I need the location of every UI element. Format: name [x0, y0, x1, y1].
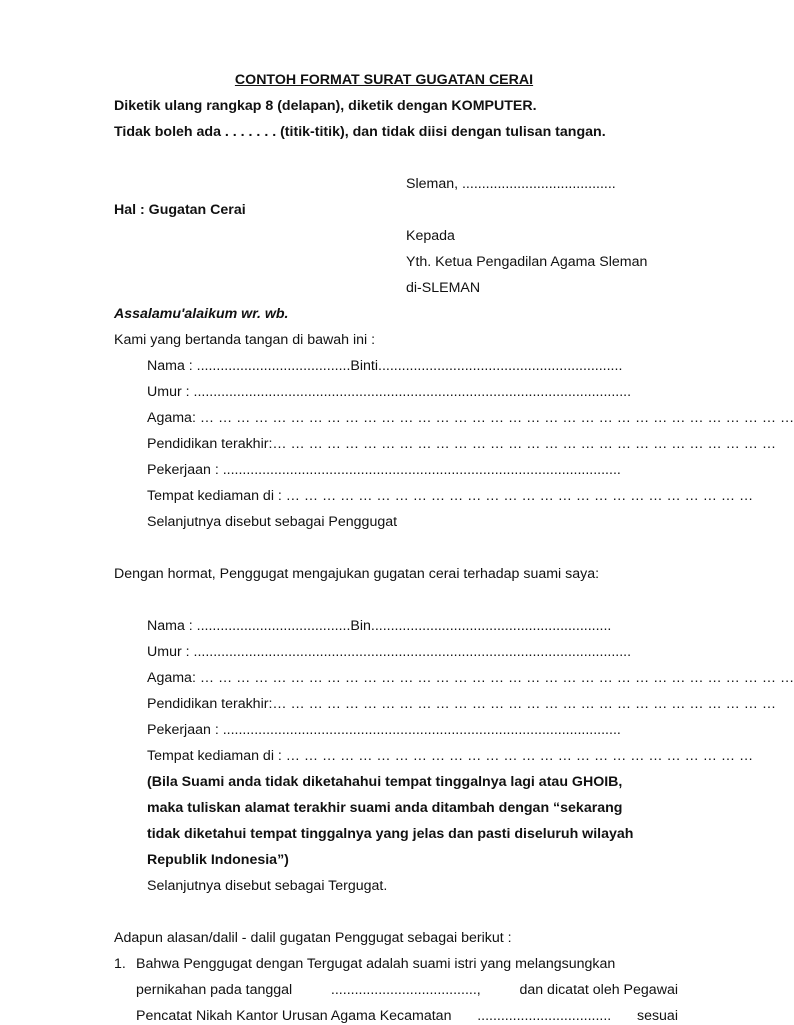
- plaintiff-name-field: Nama : .......................................Binti..............................................................: [147, 358, 623, 374]
- typing-instruction: Diketik ulang rangkap 8 (delapan), diketik dengan KOMPUTER.: [114, 98, 537, 114]
- plaintiff-religion-field: Agama: … … … … … … … … … … … … … … … … … … … … … … … … … … … … … … … … …: [147, 410, 794, 426]
- claim-paragraph: Dengan hormat, Penggugat mengajukan gugatan cerai terhadap suami saya:: [114, 566, 600, 582]
- defendant-address-field: Tempat kediaman di : … … … … … … … … … … … … … … … … … … … … … … … … … …: [147, 748, 754, 764]
- defendant-closing: Selanjutnya disebut sebagai Tergugat.: [147, 878, 388, 894]
- document-title: CONTOH FORMAT SURAT GUGATAN CERAI: [234, 72, 534, 88]
- handwriting-instruction: Tidak boleh ada . . . . . . . (titik-titik), dan tidak diisi dengan tulisan tangan.: [114, 124, 606, 140]
- plaintiff-address-field: Tempat kediaman di : … … … … … … … … … … … … … … … … … … … … … … … … … …: [147, 488, 754, 504]
- ghoib-note-line-3: tidak diketahui tempat tinggalnya yang jelas dan pasti diseluruh wilayah: [147, 826, 634, 842]
- ghoib-note-line-1: (Bila Suami anda tidak diketahahui tempat tinggalnya lagi atau GHOIB,: [147, 774, 623, 790]
- recipient-name: Yth. Ketua Pengadilan Agama Sleman: [406, 254, 648, 270]
- reason-number-1: 1.: [114, 956, 126, 972]
- place-date: Sleman, .......................................: [406, 176, 616, 192]
- reason-1-line-1: Bahwa Penggugat dengan Tergugat adalah suami istri yang melangsungkan: [136, 956, 616, 972]
- subject-line: Hal : Gugatan Cerai: [114, 202, 246, 218]
- reason-1-line-2: pernikahan pada tanggal ....................................., dan dicatat oleh Pegawai: [136, 982, 678, 998]
- ghoib-note-line-2: maka tuliskan alamat terakhir suami anda ditambah dengan “sekarang: [147, 800, 623, 816]
- reason-1-line-3: Pencatat Nikah Kantor Urusan Agama Kecamatan .................................. sesuai: [136, 1008, 678, 1024]
- plaintiff-occupation-field: Pekerjaan : .....................................................................................................: [147, 462, 621, 478]
- reasons-intro: Adapun alasan/dalil - dalil gugatan Penggugat sebagai berikut :: [114, 930, 512, 946]
- defendant-name-field: Nama : .......................................Bin.............................................................: [147, 618, 612, 634]
- defendant-religion-field: Agama: … … … … … … … … … … … … … … … … … … … … … … … … … … … … … … … … …: [147, 670, 794, 686]
- plaintiff-closing: Selanjutnya disebut sebagai Penggugat: [147, 514, 398, 530]
- plaintiff-education-field: Pendidikan terakhir:… … … … … … … … … … … … … … … … … … … … … … … … … … … …: [147, 436, 777, 452]
- greeting: Assalamu'alaikum wr. wb.: [114, 306, 289, 322]
- intro-paragraph: Kami yang bertanda tangan di bawah ini :: [114, 332, 376, 348]
- plaintiff-age-field: Umur : ...............................................................................................................: [147, 384, 632, 400]
- defendant-occupation-field: Pekerjaan : .....................................................................................................: [147, 722, 621, 738]
- ghoib-note-line-4: Republik Indonesia”): [147, 852, 289, 868]
- defendant-age-field: Umur : ...............................................................................................................: [147, 644, 632, 660]
- recipient-label: Kepada: [406, 228, 455, 244]
- defendant-education-field: Pendidikan terakhir:… … … … … … … … … … … … … … … … … … … … … … … … … … … …: [147, 696, 777, 712]
- recipient-place: di-SLEMAN: [406, 280, 481, 296]
